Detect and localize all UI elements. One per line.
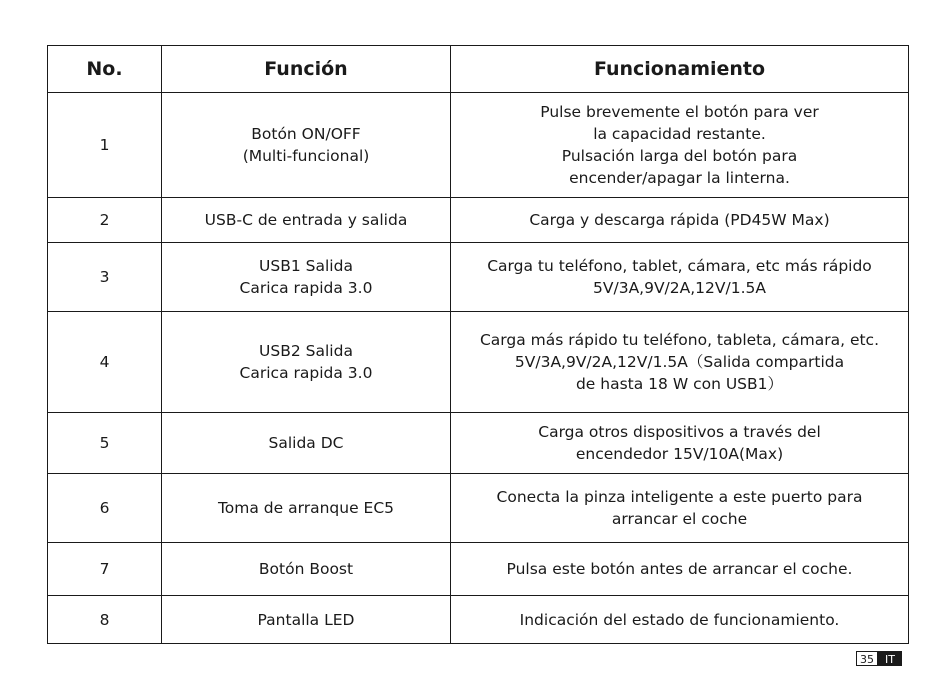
header-operation: Funcionamiento [451, 46, 909, 93]
row-function: Pantalla LED [162, 596, 451, 644]
row-operation: Carga y descarga rápida (PD45W Max) [451, 198, 909, 243]
table-row [48, 312, 909, 413]
row-number: 5 [48, 413, 162, 474]
row-function: Toma de arranque EC5 [162, 474, 451, 543]
row-number: 8 [48, 596, 162, 644]
table-header-row [48, 46, 909, 93]
row-number: 2 [48, 198, 162, 243]
row-function: USB-C de entrada y salida [162, 198, 451, 243]
row-number: 4 [48, 312, 162, 413]
row-operation: Carga otros dispositivos a través del encendedor 15V/10A(Max) [451, 413, 909, 474]
table-row [48, 413, 909, 474]
table-row [48, 543, 909, 596]
table-row [48, 93, 909, 198]
row-number: 1 [48, 93, 162, 198]
table-row [48, 474, 909, 543]
header-function: Función [162, 46, 451, 93]
table-row [48, 243, 909, 312]
page-number: 35 [856, 651, 878, 666]
row-number: 7 [48, 543, 162, 596]
row-operation: Indicación del estado de funcionamiento. [451, 596, 909, 644]
row-number: 6 [48, 474, 162, 543]
row-function: Salida DC [162, 413, 451, 474]
row-function: USB2 Salida Carica rapida 3.0 [162, 312, 451, 413]
row-operation: Pulsa este botón antes de arrancar el coche. [451, 543, 909, 596]
row-operation: Carga más rápido tu teléfono, tableta, cámara, etc. 5V/3A,9V/2A,12V/1.5A（Salida compartida de hasta 18 W con USB1） [451, 312, 909, 413]
row-operation: Conecta la pinza inteligente a este puerto para arrancar el coche [451, 474, 909, 543]
row-function: USB1 Salida Carica rapida 3.0 [162, 243, 451, 312]
row-function: Botón ON/OFF (Multi-funcional) [162, 93, 451, 198]
header-no: No. [48, 46, 162, 93]
row-function: Botón Boost [162, 543, 451, 596]
row-number: 3 [48, 243, 162, 312]
row-operation: Carga tu teléfono, tablet, cámara, etc más rápido 5V/3A,9V/2A,12V/1.5A [451, 243, 909, 312]
table-row [48, 198, 909, 243]
table-row [48, 596, 909, 644]
function-table [47, 45, 909, 644]
row-operation: Pulse brevemente el botón para ver la capacidad restante. Pulsación larga del botón para encender/apagar la linterna. [451, 93, 909, 198]
page-footer-tag [856, 651, 902, 666]
language-badge: IT [878, 651, 902, 666]
